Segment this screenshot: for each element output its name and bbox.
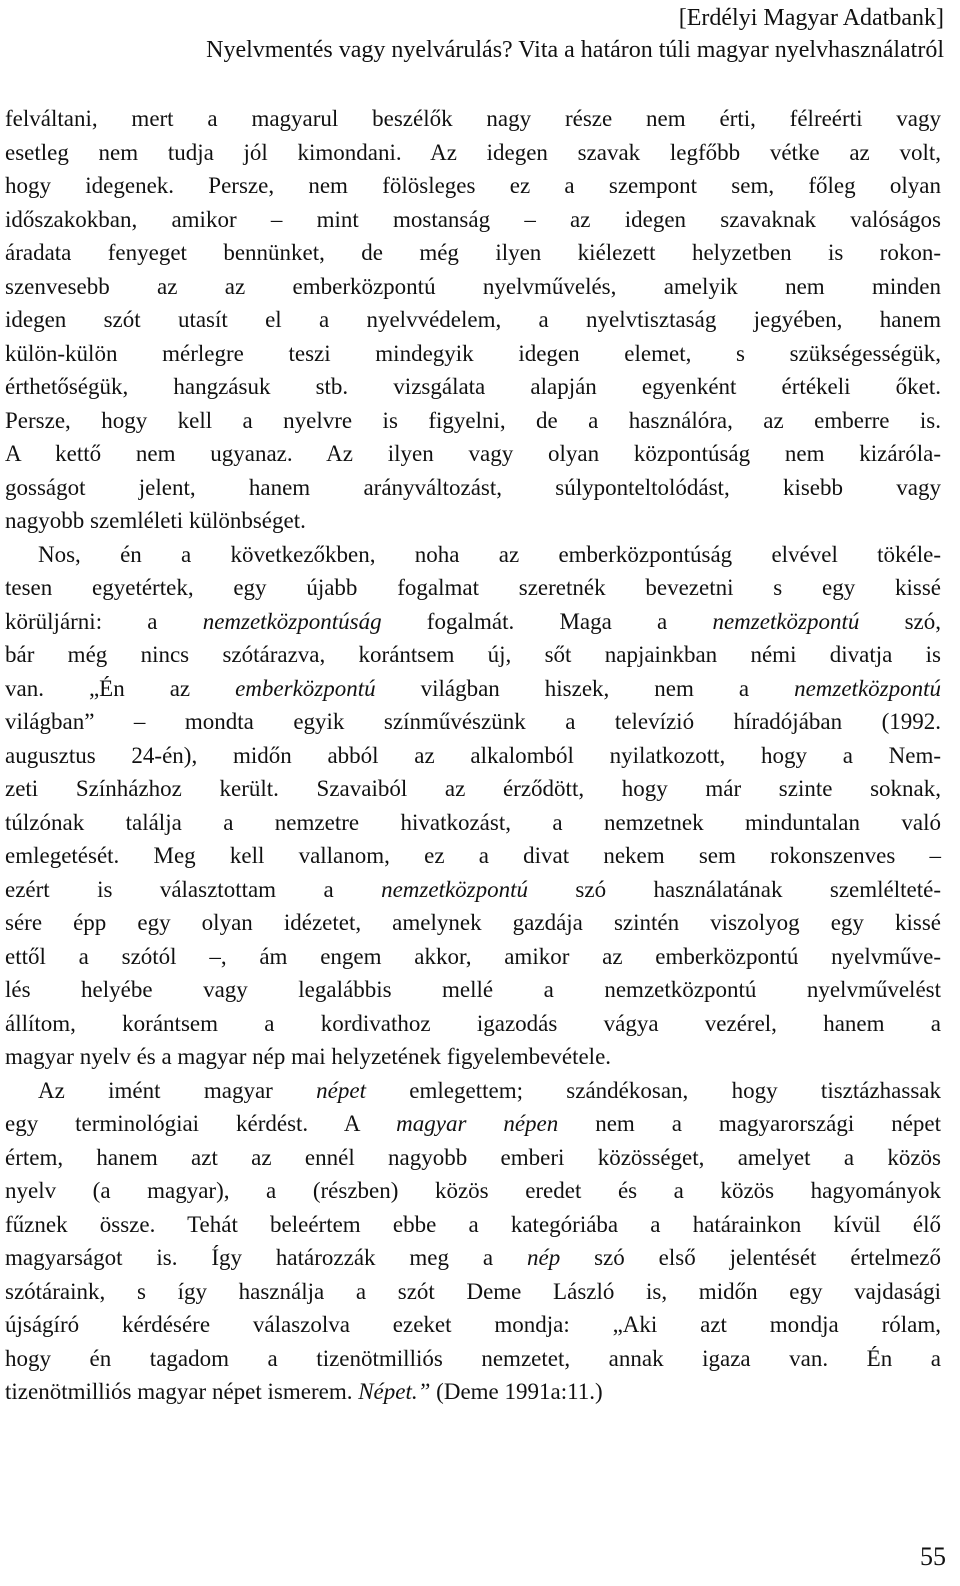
text-line: ettől a szótól –, ám engem akkor, amikor az emberközpontú nyelvműve- — [5, 943, 941, 969]
text-line: egy terminológiai kérdést. A magyar népen nem a magyarországi népet — [5, 1111, 941, 1136]
text-line: világban” – mondta egyik színművészünk a televízió híradójában (1992. — [5, 709, 941, 734]
paragraph-1 — [5, 102, 941, 538]
text-line: körüljárni: a nemzetközpontúság fogalmát. Maga a nemzetközpontú szó, — [5, 608, 942, 634]
paragraph-3 — [5, 1074, 941, 1409]
italic-term: Népet.” — [358, 1379, 431, 1404]
text-line: szenvesebb az az emberközpontú nyelvművelés, amelyik nem minden — [5, 273, 941, 299]
text-line: Nos, én a következőkben, noha az emberközpontúság elvével tökéle- — [38, 541, 941, 567]
italic-term: nemzetközpontú — [712, 608, 860, 634]
page-number: 55 — [920, 1542, 946, 1571]
text-line: hogy én tagadom a tizenötmilliós nemzetet, annak igaza van. Én a — [5, 1345, 941, 1371]
italic-term: emberközpontú — [235, 675, 376, 701]
text-line: sére épp egy olyan idézetet, amelynek gazdája szintén viszolyog egy kissé — [5, 910, 941, 935]
text-line: A kettő nem ugyanaz. Az ilyen vagy olyan központúság nem kizáróla- — [5, 441, 941, 466]
body-text — [5, 102, 941, 1409]
italic-term: népet — [316, 1077, 366, 1103]
text-line: értem, hanem azt az ennél nagyobb emberi közösséget, amelyet a közös — [5, 1144, 941, 1170]
text-line: áradata fenyeget bennünket, de még ilyen kiélezett helyzetben is rokon- — [5, 240, 941, 265]
text-line: érthetőségük, hangzásuk stb. vizsgálata alapján egyenként értékeli őket. — [5, 374, 941, 399]
document-title: Nyelvmentés vagy nyelvárulás? Vita a határon túli magyar nyelvhasználatról — [206, 37, 944, 63]
text-line: hogy idegenek. Persze, nem fölösleges ez a szempont sem, főleg olyan — [5, 173, 941, 198]
text-line: nyelv (a magyar), a (részben) közös eredet és a közös hagyományok — [5, 1178, 941, 1203]
text-line: Az imént magyar népet emlegettem; szándékosan, hogy tisztázhassak — [38, 1077, 941, 1103]
text-line: ezért is választottam a nemzetközpontú szó használatának szemlélteté- — [5, 876, 941, 902]
text-line: időszakokban, amikor – mint mostanság – az idegen szavaknak valóságos — [5, 206, 941, 232]
text-line: bár még nincs szótárazva, korántsem új, sőt napjainkban némi divatja is — [5, 642, 941, 667]
text-line: idegen szót utasít el a nyelvvédelem, a nyelvtisztaság jegyében, hanem — [5, 307, 941, 332]
text-line: van. „Én az emberközpontú világban hiszek, nem a nemzetközpontú — [5, 675, 941, 701]
text-line: állítom, korántsem a kordivathoz igazodás vágya vezérel, hanem a — [5, 1010, 941, 1036]
italic-term: nemzetközpontúság — [202, 608, 382, 634]
text-line: lés helyébe vagy legalábbis mellé a nemzetközpontú nyelvművelést — [5, 977, 941, 1002]
text-line: tizenötmilliós magyar népet ismerem. Népet.” (Deme 1991a:11.) — [5, 1379, 603, 1404]
italic-term: magyar népen — [396, 1111, 559, 1136]
text-line: tesen egyetértek, egy újabb fogalmat szeretnék bevezetni s egy kissé — [5, 575, 941, 600]
text-line: nagyobb szemléleti különbséget. — [5, 508, 306, 533]
text-line: szótáraink, s így használja a szót Deme László is, midőn egy vajdasági — [5, 1278, 941, 1304]
text-line: esetleg nem tudja jól kimondani. Az idegen szavak legfőbb vétke az volt, — [5, 139, 941, 165]
paragraph-2 — [5, 538, 941, 1074]
text-line: felváltani, mert a magyarul beszélők nagy része nem érti, félreérti vagy — [5, 106, 941, 131]
text-line: gosságot jelent, hanem arányváltozást, súlyponteltolódást, kisebb vagy — [5, 474, 941, 500]
site-name: [Erdélyi Magyar Adatbank] — [678, 5, 944, 31]
text-line: Persze, hogy kell a nyelvre is figyelni, de a használóra, az emberre is. — [5, 407, 941, 433]
text-line: túlzónak találja a nemzetre hivatkozást, a nemzetnek minduntalan való — [5, 809, 941, 835]
text-line: magyar nyelv és a magyar nép mai helyzetének figyelembevétele. — [5, 1044, 612, 1069]
text-line: magyarságot is. Így határozzák meg a nép szó első jelentését értelmező — [5, 1245, 941, 1270]
text-line: augusztus 24-én), midőn abból az alkalomból nyilatkozott, hogy a Nem- — [5, 742, 941, 768]
italic-term: nemzetközpontú — [381, 876, 529, 902]
text-line: fűznek össze. Tehát beleértem ebbe a kategóriába a határainkon kívül élő — [5, 1211, 941, 1237]
text-line: zeti Színházhoz került. Szavaiból az érződött, hogy már szinte soknak, — [5, 776, 941, 801]
text-line: újságíró kérdésére válaszolva ezeket mondja: „Aki azt mondja rólam, — [5, 1312, 941, 1337]
page-header — [206, 2, 944, 66]
italic-term: nép — [527, 1245, 561, 1270]
text-line: külön-külön mérlegre teszi mindegyik idegen elemet, s szükségességük, — [5, 340, 941, 366]
text-line: emlegetését. Meg kell vallanom, ez a divat nekem sem rokonszenves – — [5, 843, 941, 868]
italic-term: nemzetközpontú — [794, 675, 941, 701]
